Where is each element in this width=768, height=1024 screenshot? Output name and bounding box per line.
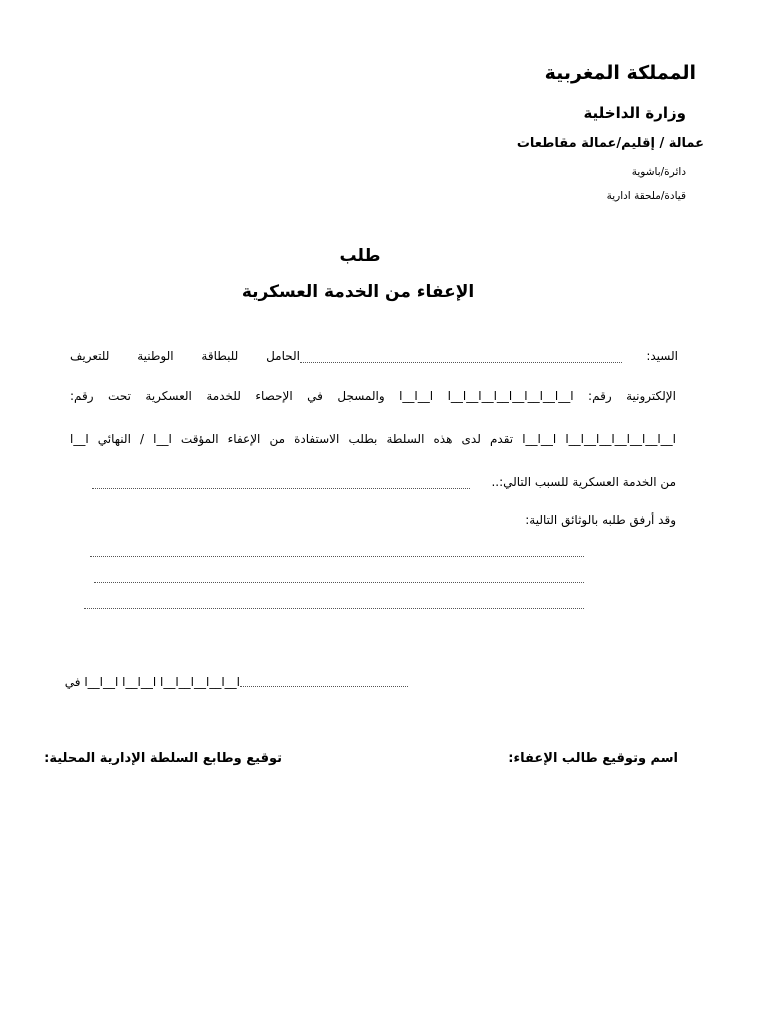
attachments-label: وقد أرفق طلبه بالوثائق التالية: xyxy=(525,513,676,527)
attachment-line xyxy=(90,556,584,557)
id-card-text: الحامل للبطاقة الوطنية للتعريف xyxy=(70,349,300,363)
document-subtitle: الإعفاء من الخدمة العسكرية xyxy=(241,282,475,302)
document-title: طلب xyxy=(339,246,381,266)
name-fill-line xyxy=(300,362,622,363)
applicant-signature-label: اسم وتوقيع طالب الإعفاء: xyxy=(508,751,678,766)
command-label: قيادة/ملحقة ادارية xyxy=(606,190,686,202)
mr-label: السيد: xyxy=(646,349,678,363)
reason-fill-line xyxy=(92,488,470,489)
reason-label: من الخدمة العسكرية للسبب التالي:.. xyxy=(491,475,676,489)
attachment-line xyxy=(94,582,584,583)
district-label: دائرة/باشوية xyxy=(631,166,686,178)
id-number-row: الإلكترونية رقم: ا__ا__ا__ا__ا__ا__ا__ا__ا ا__ا__ا والمسجل في الإحصاء للخدمة العسكرية تحت رقم: xyxy=(70,389,676,403)
date-row: ا__ا__ا__ا__ا__ا ا__ا__ا ا__ا__ا في xyxy=(64,675,240,689)
attachment-line xyxy=(84,608,584,609)
authority-signature-label: توقيع وطابع السلطة الإدارية المحلية: xyxy=(44,751,282,766)
prefecture-label: عمالة / إقليم/عمالة مقاطعات xyxy=(516,136,704,151)
kingdom-title: المملكة المغربية xyxy=(544,62,696,84)
place-fill-line xyxy=(240,686,408,687)
census-number-row: ا__ا__ا__ا__ا__ا__ا__ا ا__ا__ا تقدم لدى هذه السلطة بطلب الاستفادة من الإعفاء المؤقت ا__ا / النهائي ا__ا xyxy=(70,432,676,446)
ministry-title: وزارة الداخلية xyxy=(583,104,686,122)
